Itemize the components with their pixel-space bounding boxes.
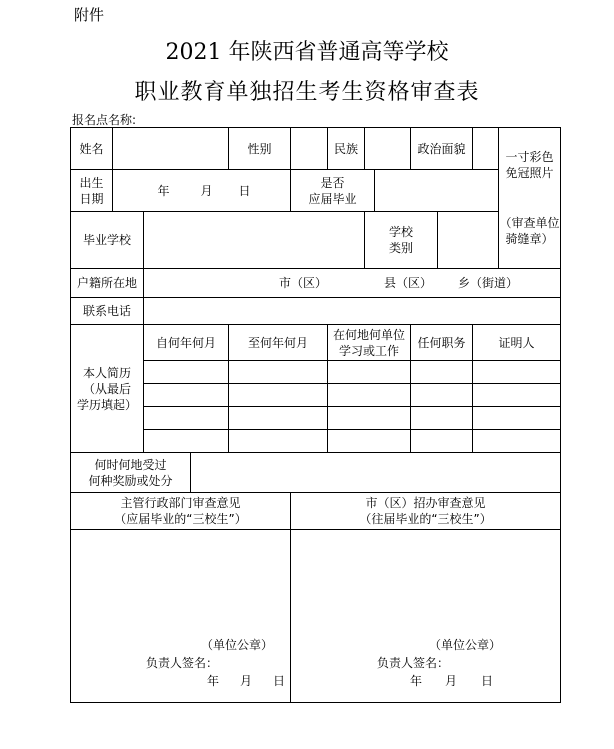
- office-review-title-2: （往届毕业的“三校生”）: [359, 512, 492, 526]
- photo-seal-note-1: （审查单位: [499, 216, 560, 230]
- household-label: 户籍所在地: [71, 269, 144, 298]
- resume-col-to: 至何年何月: [229, 325, 328, 361]
- office-date-day: 日: [481, 674, 494, 688]
- office-review-field[interactable]: [291, 530, 561, 703]
- office-review-title-1: 市（区）招办审查意见: [365, 496, 486, 510]
- office-date-year: 年: [410, 674, 423, 688]
- current-graduate-label-2: 应届毕业: [308, 191, 357, 206]
- resume-cell[interactable]: [411, 407, 473, 430]
- resume-cell[interactable]: [411, 430, 473, 453]
- birth-day-label: 日: [238, 183, 251, 198]
- current-graduate-field[interactable]: [375, 170, 499, 212]
- resume-label-2: （从最后: [82, 381, 131, 396]
- dept-date-month: 月: [240, 674, 253, 688]
- dept-date-year: 年: [207, 674, 220, 688]
- birth-date-field[interactable]: [113, 170, 291, 212]
- resume-cell[interactable]: [144, 407, 229, 430]
- ethnicity-field[interactable]: [365, 128, 411, 170]
- office-review-title: [291, 493, 561, 530]
- current-graduate-label: [291, 170, 375, 212]
- name-field[interactable]: [113, 128, 229, 170]
- resume-col-where-2: 学习或工作: [339, 343, 400, 358]
- school-label: 毕业学校: [71, 212, 144, 269]
- dept-review-title-1: 主管行政部门审查意见: [120, 496, 241, 510]
- political-status-label: 政治面貌: [411, 128, 473, 170]
- award-label-2: 何种奖励或处分: [88, 473, 173, 488]
- gender-label: 性别: [229, 128, 291, 170]
- dept-review-title-2: （应届毕业的“三校生”）: [114, 512, 247, 526]
- resume-cell[interactable]: [328, 361, 411, 384]
- office-seal-label: （单位公章）: [429, 638, 502, 652]
- resume-label-3: 学历填起）: [76, 397, 137, 412]
- award-label-1: 何时何地受过: [94, 457, 167, 472]
- resume-cell[interactable]: [473, 430, 561, 453]
- resume-cell[interactable]: [229, 361, 328, 384]
- resume-label-1: 本人简历: [82, 365, 131, 380]
- dept-sign-label: 负责人签名：: [146, 656, 219, 670]
- phone-field[interactable]: [144, 298, 561, 325]
- household-town-label: 乡（街道）: [458, 276, 519, 290]
- resume-label: [71, 325, 144, 453]
- page-title-line1: 2021 年陕西省普通高等学校: [165, 40, 449, 65]
- photo-area: [499, 128, 561, 269]
- dept-seal-label: （单位公章）: [201, 638, 274, 652]
- resume-cell[interactable]: [328, 407, 411, 430]
- office-date-month: 月: [445, 674, 458, 688]
- gender-field[interactable]: [291, 128, 328, 170]
- birth-date-label: [71, 170, 113, 212]
- resume-cell[interactable]: [229, 384, 328, 407]
- resume-cell[interactable]: [144, 361, 229, 384]
- dept-review-title: [71, 493, 291, 530]
- resume-col-where-1: 在何地何单位: [333, 327, 406, 342]
- birth-year-label: 年: [157, 183, 170, 198]
- school-type-label: [365, 212, 438, 269]
- current-graduate-label-1: 是否: [320, 175, 345, 190]
- resume-cell[interactable]: [473, 361, 561, 384]
- name-label: 姓名: [71, 128, 113, 170]
- photo-label-2: 免冠照片: [505, 166, 554, 180]
- resume-cell[interactable]: [411, 361, 473, 384]
- birth-month-label: 月: [200, 183, 213, 198]
- qualification-review-form: [70, 127, 561, 703]
- resume-cell[interactable]: [473, 384, 561, 407]
- site-name-label: 报名点名称:: [72, 113, 137, 127]
- school-field[interactable]: [144, 212, 365, 269]
- resume-col-from: 自何年何月: [144, 325, 229, 361]
- dept-date-day: 日: [273, 674, 286, 688]
- resume-cell[interactable]: [144, 384, 229, 407]
- household-field[interactable]: [144, 269, 561, 298]
- resume-cell[interactable]: [328, 430, 411, 453]
- resume-col-post: 任何职务: [411, 325, 473, 361]
- resume-cell[interactable]: [328, 384, 411, 407]
- household-county-label: 县（区）: [384, 276, 433, 290]
- school-type-label-text: 学校类别: [389, 225, 414, 255]
- photo-seal-note-2: 骑缝章）: [505, 232, 554, 246]
- dept-review-field[interactable]: [71, 530, 291, 703]
- household-city-label: 市（区）: [279, 276, 328, 290]
- resume-cell[interactable]: [144, 430, 229, 453]
- resume-cell[interactable]: [229, 407, 328, 430]
- birth-date-label-text: 出生日期: [79, 175, 104, 206]
- resume-cell[interactable]: [411, 384, 473, 407]
- page-title-line2: 职业教育单独招生考生资格审查表: [134, 80, 480, 105]
- attachment-label: 附件: [74, 6, 105, 24]
- resume-cell[interactable]: [229, 430, 328, 453]
- school-type-field[interactable]: [438, 212, 499, 269]
- resume-col-witness: 证明人: [473, 325, 561, 361]
- award-label: [71, 453, 191, 493]
- office-sign-label: 负责人签名：: [377, 656, 450, 670]
- resume-col-where: [328, 325, 411, 361]
- resume-cell[interactable]: [473, 407, 561, 430]
- ethnicity-label: 民族: [328, 128, 365, 170]
- phone-label: 联系电话: [71, 298, 144, 325]
- political-status-field[interactable]: [473, 128, 499, 170]
- photo-label-1: 一寸彩色: [505, 150, 554, 164]
- award-field[interactable]: [191, 453, 561, 493]
